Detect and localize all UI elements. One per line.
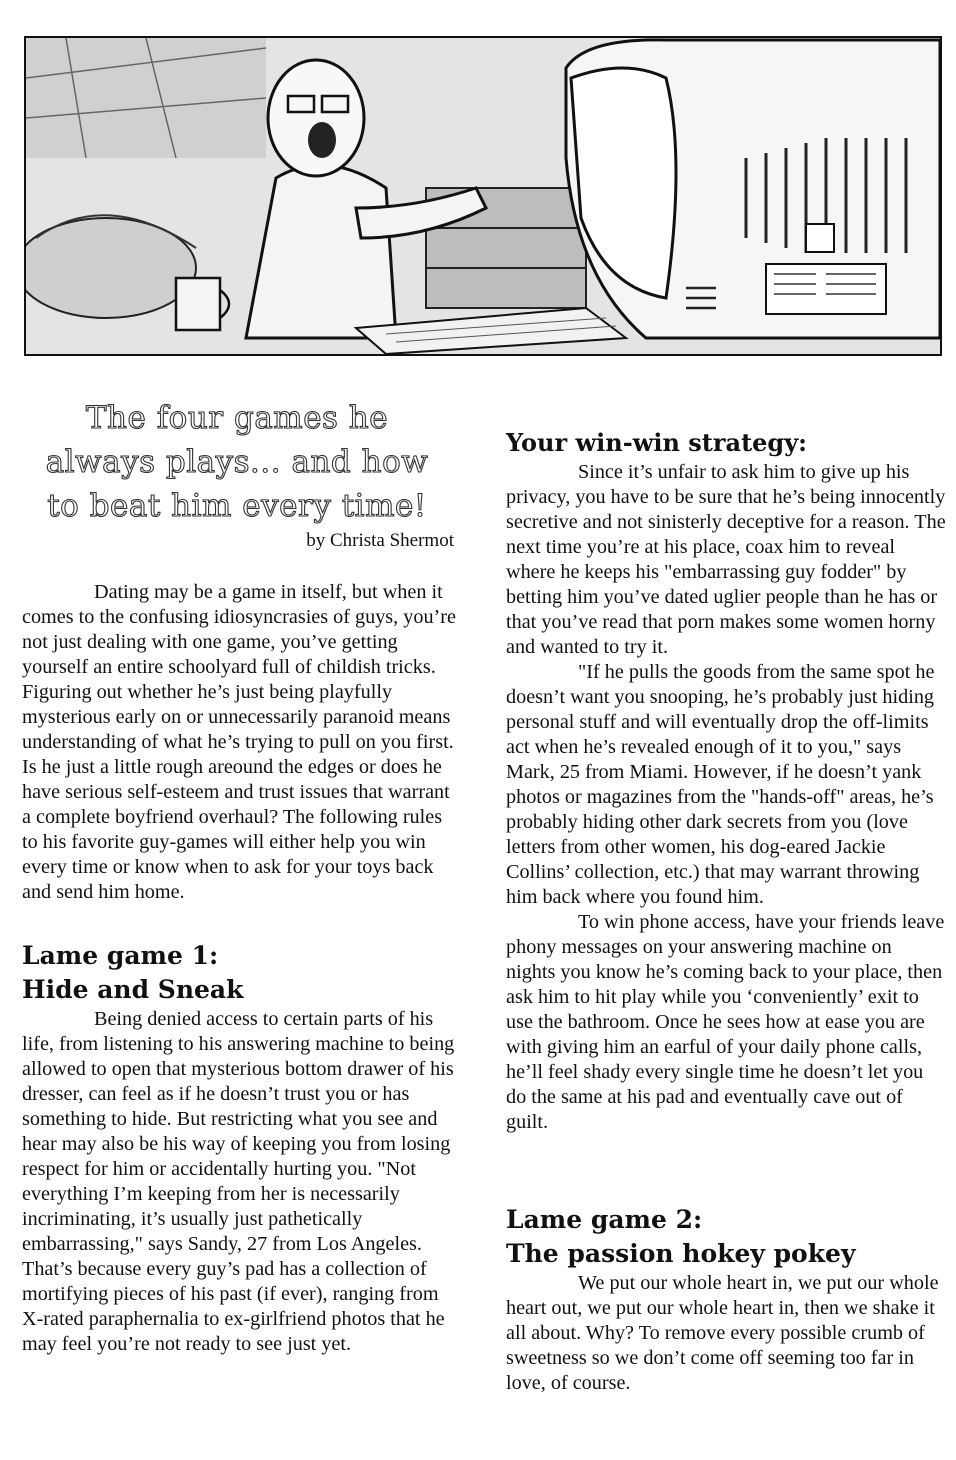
- game-1-paragraph: Being denied access to certain parts of his life, from listening to his answering machine to being allowed to open that mysterious bottom drawer of his dresser, can feel as if he doesn’t trust you or has something to hide. But restricting what you see and hear may also be his way of keeping you from losing respect for him or accidentally hurting you. "Not everything I’m keeping from her is necessarily incriminating, it’s usually just pathetically embarrassing," says Sandy, 27 from Los Angeles. That’s because every guy’s pad has a collection of mortifying pieces of his past (if ever), ranging from X-rated paraphernalia to ex-girlfriend photos that he may feel you’re not ready to see just yet.: [22, 1008, 455, 1355]
- section-heading-strategy: Your win-win strategy:: [506, 428, 808, 457]
- comic-panel-man-yelling-at-computer-icon: [26, 38, 940, 354]
- byline: by Christa Shermot: [306, 530, 454, 551]
- heading-line: The passion hokey pokey: [506, 1239, 856, 1268]
- section-heading-game-1: [22, 939, 458, 1007]
- left-column: [22, 580, 458, 1357]
- article-title: [22, 396, 452, 528]
- intro-paragraph: Dating may be a game in itself, but when it comes to the confusing idiosyncrasies of guys, you’re not just dealing with one game, you’ve getting yourself an entire schoolyard full of childish tricks. Figuring out whether he’s just being playfully mysterious early on or unnecessarily paranoid means understanding of what he’s trying to pull on you first. Is he just a little rough areound the edges or does he have serious self-esteem and trust issues that warrant a complete boyfriend overhaul? The following rules to his favorite guy-games will either help you win every time or know when to ask for your toys back and send him home.: [22, 581, 456, 903]
- section-heading-game-2: [506, 1203, 946, 1271]
- strategy-paragraph-2: "If he pulls the goods from the same spot he doesn’t want you snooping, he’s probably just hiding personal stuff and will eventually drop the off-limits act when he’s revealed enough of it to you," says Mark, 25 from Miami. However, if he doesn’t yank photos or magazines from the "hands-off" areas, he’s probably hiding other dark secrets from you (love letters from other women, his dog-eared Jackie Collins’ collection, etc.) that may warrant throwing him back where you found him.: [506, 661, 935, 908]
- title-line-2: always plays... and how: [45, 444, 429, 480]
- heading-line: Hide and Sneak: [22, 975, 244, 1004]
- comic-illustration: [24, 36, 942, 356]
- strategy-paragraph-1: Since it’s unfair to ask him to give up his privacy, you have to be sure that he’s being innocently secretive and not sinisterly deceptive for a reason. The next time you’re at his place, coax him to reveal where he keeps his "embarrassing guy fodder" by betting him you’ve dated uglier people than he has or that you’ve read that porn makes some women horny and wanted to try it.: [506, 461, 946, 658]
- heading-line: Lame game 1:: [22, 941, 219, 970]
- strategy-paragraph-3: To win phone access, have your friends leave phony messages on your answering machine on nights you know he’s coming back to your place, then ask him to hit play while you ‘conveniently’ exit to use the bathroom. Once he sees how at ease you are with giving him an earful of your daily phone calls, he’ll feel shady every single time he doesn’t let you do the same at his pad and eventually cave out of guilt.: [506, 911, 945, 1133]
- title-line-1: The four games he: [85, 400, 389, 436]
- right-column: [506, 426, 946, 1396]
- title-line-3: to beat him every time!: [47, 488, 427, 524]
- heading-line: Lame game 2:: [506, 1205, 703, 1234]
- game-2-paragraph: We put our whole heart in, we put our whole heart out, we put our whole heart in, then we shake it all about. Why? To remove every possible crumb of sweetness so we don’t come off seeming too far in love, of course.: [506, 1272, 939, 1394]
